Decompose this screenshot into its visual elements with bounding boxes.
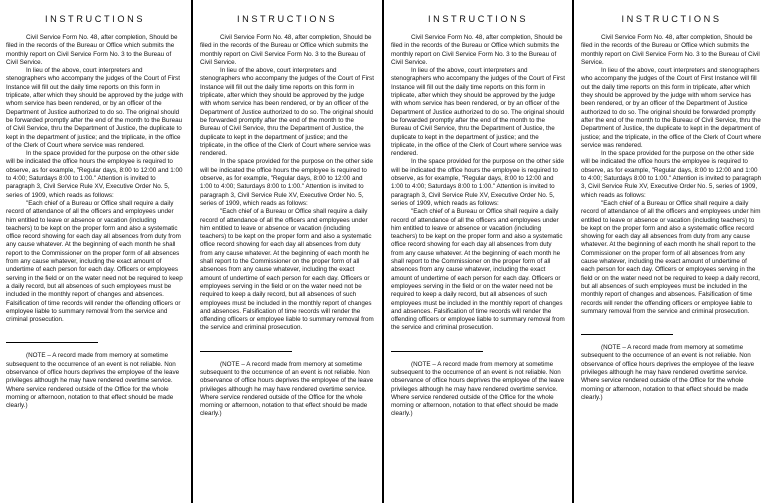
column-separator xyxy=(382,0,384,503)
paragraph-office-hours: In the space provided for the purpose on the other side will be indicated the office hours the employee is required to observe, as for example, "Regular days, 8:00 to 12:00 and 1:00 to 4:00; Saturdays 8:00 to 1:00." Attention is invited to paragraph 3, Civil Service Rule XV, Executive Order No. 5, series of 1909, which reads as follows: xyxy=(581,150,762,199)
divider-line xyxy=(391,351,483,352)
note-paragraph: (NOTE – A record made from memory at sometime subsequent to the occurrence of an event is not reliable. Non observance of office hours deprives the employee of the leave privileges although he may have rendered overtime service. Where service rendered outside of the Office for the whole morning or afternoon, notation to that effect should be made clearly.) xyxy=(6,352,180,410)
page-title: INSTRUCTIONS xyxy=(621,14,722,24)
instructions-page-3 xyxy=(385,0,571,503)
paragraph-rule-quote: "Each chief of a Bureau or Office shall require a daily record of attendance of all the officers and employees under him entitled to leave or absence or vacation (including teachers) to be kept on the proper form and also a systematic office record showing for each day all absences from duty from any cause whatever. At the beginning of each month he shall report to the Commissioner on the proper form of all absences from any cause whatever, including the exact amount of undertime of each person for each day. Officers or employees serving in the field or on the water need not be required to keep a daily record, but all absences of such employees must be included in the monthly report of changes and absences. Falsification of time records will render the offending officers or employee liable to summary removal from the service and criminal prosecution. xyxy=(200,208,374,332)
paragraph-office-hours: In the space provided for the purpose on the other side will be indicated the office hours the employee is required to observe, as for example, "Regular days, 8:00 to 12:00 and 1:00 to 4:00; Saturdays 8:00 to 1:00." Attention is invited to paragraph 3, Civil Service Rule XV, Executive Order No. 5, series of 1909, which reads as follows: xyxy=(391,158,564,207)
instructions-body xyxy=(391,34,565,333)
column-separator xyxy=(191,0,193,503)
paragraph-office-hours: In the space provided for the purpose on the other side will be indicated the office hours the employee is required to observe, as for example, "Regular days, 8:00 to 12:00 and 1:00 to 4:00; Saturdays 8:00 to 1:00." Attention is invited to paragraph 3, Civil Service Rule XV, Executive Order No. 5, series of 1909, which reads as follows: xyxy=(200,158,373,207)
paragraph-filing: Civil Service Form No. 48, after completion, Should be filed in the records of the Bureau or Office which submits the monthly report on Civil Service Form No. 3 to the Bureau of Civil Service. xyxy=(391,34,563,66)
note-paragraph: (NOTE – A record made from memory at sometime subsequent to the occurrence of an event is not reliable. Non observance of office hours deprives the employee of the leave privileges although he may have rendered overtime service. Where service rendered outside of the Office for the whole morning or afternoon, notation to that effect should be made clearly.) xyxy=(581,344,755,401)
paragraph-court-interpreters: In lieu of the above, court interpreters and stenographers who accompany the judges of the Court of First Instance will fill out the daily time reports on this form in triplicate, after which they should be approved by the judge with whom service has been rendered, or by an officer of the Department of Justice authorized to do so. The original should be forwarded promptly after the end of the month to the Bureau of Civil Service, thru the Department of Justice, the duplicate to kept in the department of justice; and the triplicate, in the office of the Clerk of Court where service was rendered. xyxy=(391,67,565,158)
instructions-page-4 xyxy=(575,0,768,503)
instructions-body xyxy=(581,34,762,316)
instructions-page-1 xyxy=(0,0,190,503)
page-title: INSTRUCTIONS xyxy=(44,14,146,24)
page-title: INSTRUCTIONS xyxy=(236,14,338,24)
paragraph-court-interpreters: In lieu of the above, court interpreters and stenographers who accompany the judges of the Court of First Instance will fill out the daily time reports on this form in triplicate, after which they should be approved by the judge with whom service has been rendered, or by an officer of the Department of Justice authorized to do so. The original should be forwarded promptly after the end of the month to the Bureau of Civil Service, thru the Department of Justice, the duplicate to kept in the department of justice; and the triplicate, in the office of the Clerk of Court where service was rendered. xyxy=(200,67,374,158)
column-separator xyxy=(572,0,574,503)
paragraph-rule-quote: "Each chief of a Bureau or Office shall require a daily record of attendance of all the officers and employees under him entitled to leave or absence or vacation (including teachers) to be kept on the proper form and also a systematic office record showing for each day all absences from duty from any cause whatever. At the beginning of each month he shall report to the Commissioner on the proper form of all absences from any cause whatever, including the exact amount of undertime of each person for each day. Officers or employees serving in the field or on the water need not be required to keep a daily record, but all absences of such employees must be included in the monthly report of changes and absences. Falsification of time records will render the offending officers or employee liable to summary removal from the service and criminal prosecution. xyxy=(581,199,761,315)
divider-line xyxy=(581,334,673,335)
paragraph-court-interpreters: In lieu of the above, court interpreters and stenographers who accompany the judges of the Court of First Instance will fill out the daily time reports on this form in triplicate, after which they should be approved by the judge with whom service has been rendered, or by an officer of the Department of Justice authorized to do so. The original should be forwarded promptly after the end of the month to the Bureau of Civil Service, thru the Department of Justice, the duplicate to kept in the department of justice; and the triplicate, in the office of the Clerk of Court where service was rendered. xyxy=(581,67,762,149)
paragraph-filing: Civil Service Form No. 48, after completion, Should be filed in the records of the Bureau or Office which submits the monthly report on Civil Service Form No. 3 to the Bureau of Civil Service. xyxy=(200,34,372,66)
instructions-body xyxy=(6,34,184,324)
divider-line xyxy=(200,351,292,352)
instructions-page-2 xyxy=(194,0,380,503)
page-title: INSTRUCTIONS xyxy=(427,14,529,24)
paragraph-rule-quote: "Each chief of a Bureau or Office shall require a daily record of attendance of all the officers and employees under him entitled to leave or absence or vacation (including teachers) to be kept on the proper form and also a systematic office record showing for each day all absences from duty from any cause whatever. At the beginning of each month he shall report to the Commissioner on the proper form of all absences from any cause whatever, including the exact amount of undertime of each person for each day. Officers or employees serving in the field or on the water need not be required to keep a daily record, but all absences of such employees must be included in the monthly report of changes and absences. Falsification of time records will render the offending officers or employee liable to summary removal from the service and criminal prosecution. xyxy=(6,199,183,324)
paragraph-filing: Civil Service Form No. 48, after completion, Should be filed in the records of the Bureau or Office which submits the monthly report on Civil Service Form No. 3 to the Bureau of Civil Service. xyxy=(581,34,760,66)
note-paragraph: (NOTE – A record made from memory at sometime subsequent to the occurrence of an event is not reliable. Non observance of office hours deprives the employee of the leave privileges although he may have rendered overtime service. Where service rendered outside of the Office for the whole morning or afternoon, notation to that effect should be made clearly.) xyxy=(391,360,565,418)
note-paragraph: (NOTE – A record made from memory at sometime subsequent to the occurrence of an event is not reliable. Non observance of office hours deprives the employee of the leave privileges although he may have rendered overtime service. Where service rendered outside of the Office for the whole morning or afternoon, notation to that effect should be made clearly.) xyxy=(200,360,374,418)
paragraph-filing: Civil Service Form No. 48, after completion, Should be filed in the records of the Bureau or Office which submits the monthly report on Civil Service Form No. 3 to the Bureau of Civil Service. xyxy=(6,34,178,66)
paragraph-office-hours: In the space provided for the purpose on the other side will be indicated the office hours the employee is required to observe, as for example, "Regular days, 8:00 to 12:00 and 1:00 to 4:00; Saturdays 8:00 to 1:00." Attention is invited to paragraph 3, Civil Service Rule XV, Executive Order No. 5, series of 1909, which reads as follows: xyxy=(6,150,183,199)
paragraph-court-interpreters: In lieu of the above, court interpreters and stenographers who accompany the judges of the Court of First Instance will fill out the daily time reports on this form in triplicate, after which they should be approved by the judge with whom service has been rendered, or by an officer of the Department of Justice authorized to do so. The original should be forwarded promptly after the end of the month to the Bureau of Civil Service, thru the Department of Justice, the duplicate to kept in the department of justice; and the triplicate, in the office of the Clerk of Court where service was rendered. xyxy=(6,67,184,149)
paragraph-rule-quote: "Each chief of a Bureau or Office shall require a daily record of attendance of all the officers and employees under him entitled to leave or absence or vacation (including teachers) to be kept on the proper form and also a systematic office record showing for each day all absences from duty from any cause whatever. At the beginning of each month he shall report to the Commissioner on the proper form of all absences from any cause whatever, including the exact amount of undertime of each person for each day. Officers or employees serving in the field or on the water need not be required to keep a daily record, but all absences of such employees must be included in the monthly report of changes and absences. Falsification of time records will render the offending officers or employee liable to summary removal from the service and criminal prosecution. xyxy=(391,208,565,332)
instructions-body xyxy=(200,34,374,333)
divider-line xyxy=(6,342,98,343)
